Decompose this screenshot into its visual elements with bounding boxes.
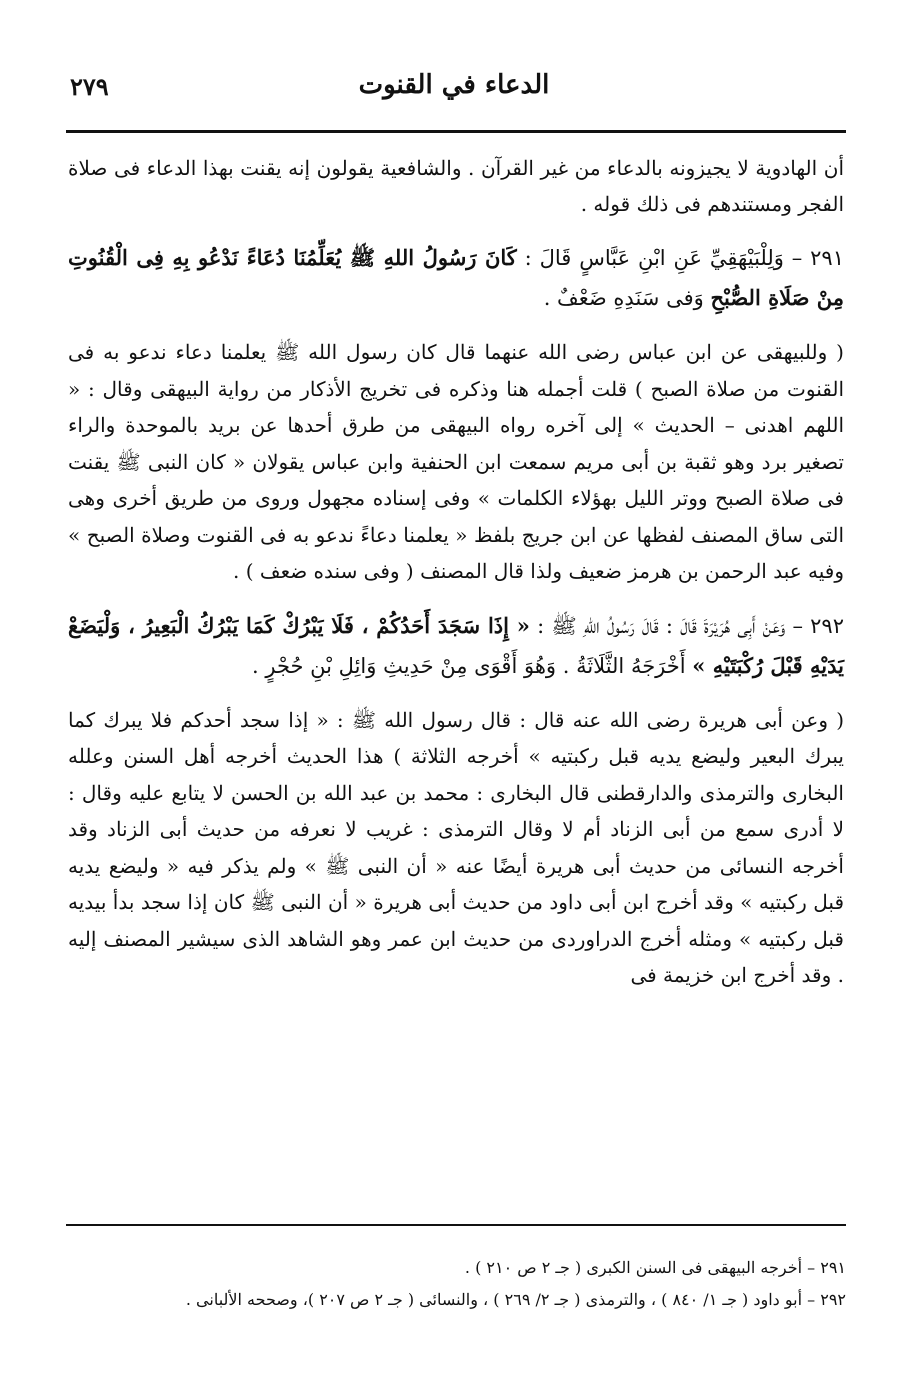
hadith-291-matn: كَانَ رَسُولُ اللهِ ﷺ يُعَلِّمُنَا دُعَاءً نَدْعُو بِهِ فِى الْقُنُوتِ مِنْ صَلَاةِ الصُّبْحِ [68,245,844,310]
commentary-291: ( وللبيهقى عن ابن عباس رضى الله عنهما قال كان رسول الله ﷺ يعلمنا دعاء ندعو به فى القنوت من صلاة الصبح ) قلت أجمله هنا وذكره فى تخريج الأذكار من رواية البيهقى وقال : « اللهم اهدنى – الحديث » إلى آخره رواه البيهقى من طرق أحدها عن بريد بالموحدة والراء تصغير برد وهو ثقبة بن أبى مريم سمعت ابن الحنفية وابن عباس يقولان « كان النبى ﷺ يقنت فى صلاة الصبح ووتر الليل بهؤلاء الكلمات » وفى إسناده مجهول وروى من طريق أخرى وهى التى ساق المصنف لفظها عن ابن جريج بلفظ « يعلمنا دعاءً ندعو به فى القنوت وصلاة الصبح » وفيه عبد الرحمن بن هرمز ضعيف ولذا قال المصنف ( وفى سنده ضعف ) . [68,340,844,583]
hadith-292-matn: « إِذَا سَجَدَ أَحَدُكُمْ ، فَلَا يَبْرُكْ كَمَا يَبْرُكُ الْبَعِيرُ ، وَلْيَضَعْ يَدَيْهِ قَبْلَ رُكْبَتَيْهِ » [68,612,844,678]
page-header [62,70,846,120]
page-body [68,150,844,1010]
running-title: الدعاء في القنوت [358,70,550,100]
hadith-292-tail: أَخْرَجَهُ الثَّلَاثَةُ . وَهُوَ أَقْوَى مِنْ حَدِيثِ وَائِلِ بْنِ حُجْرٍ . [252,653,686,678]
page-number: ٢٧٩ [70,72,109,101]
hadith-291-tail: وَفى سَنَدِهِ ضَعْفٌ . [543,286,704,310]
hadith-292 [68,606,844,686]
intro-paragraph: أن الهادوية لا يجيزونه بالدعاء من غير القرآن . والشافعية يقولون إنه يقنت بهذا الدعاء فى صلاة الفجر ومستندهم فى ذلك قوله . [68,156,844,216]
hadith-292-lead: ٢٩٢ – وَعَنْ أَبِى هُرَيْرَةَ قَالَ : قَالَ رَسُولُ اللهِ ﷺ : [537,613,844,638]
header-rule [66,130,846,133]
footnote-292: ٢٩٢ – أبو داود ( جـ ١/ ٨٤٠ ) ، والترمذى ( جـ ٢/ ٢٦٩ ) ، والنسائى ( جـ ٢ ص ٢٠٧ )، وصححه الألبانى . [185,1290,846,1309]
hadith-291-lead: ٢٩١ – وَلِلْبَيْهَقِيِّ عَنِ ابْنِ عَبَّاسٍ قَالَ : [524,246,844,270]
footnotes [66,1252,846,1316]
commentary-292: ( وعن أبى هريرة رضى الله عنه قال : قال رسول الله ﷺ : « إذا سجد أحدكم فلا يبرك كما يبرك البعير وليضع يديه قبل ركبتيه » أخرجه الثلاثة ) هذا الحديث أخرجه أهل السنن وعلله البخارى والترمذى والدارقطنى قال البخارى : محمد بن عبد الله بن الحسن لا يتابع عليه وقال : لا أدرى سمع من أبى الزناد أم لا وقال الترمذى : غريب لا نعرفه من حديث أبى الزناد وقد أخرجه النسائى من حديث أبى هريرة أيضًا عنه « أن النبى ﷺ » ولم يذكر فيه « وليضع يديه قبل ركبتيه » وقد أخرج ابن أبى داود من حديث أبى هريرة « أن النبى ﷺ كان إذا سجد بدأ بيديه قبل ركبتيه » ومثله أخرج الدراوردى من حديث ابن عمر وهو الشاهد الذى سيشير المصنف إليه . وقد أخرج ابن خزيمة فى [68,707,845,987]
hadith-291 [68,238,844,318]
footnote-291: ٢٩١ – أخرجه البيهقى فى السنن الكبرى ( جـ ٢ ص ٢١٠ ) . [464,1258,846,1277]
footnote-rule [66,1224,846,1226]
